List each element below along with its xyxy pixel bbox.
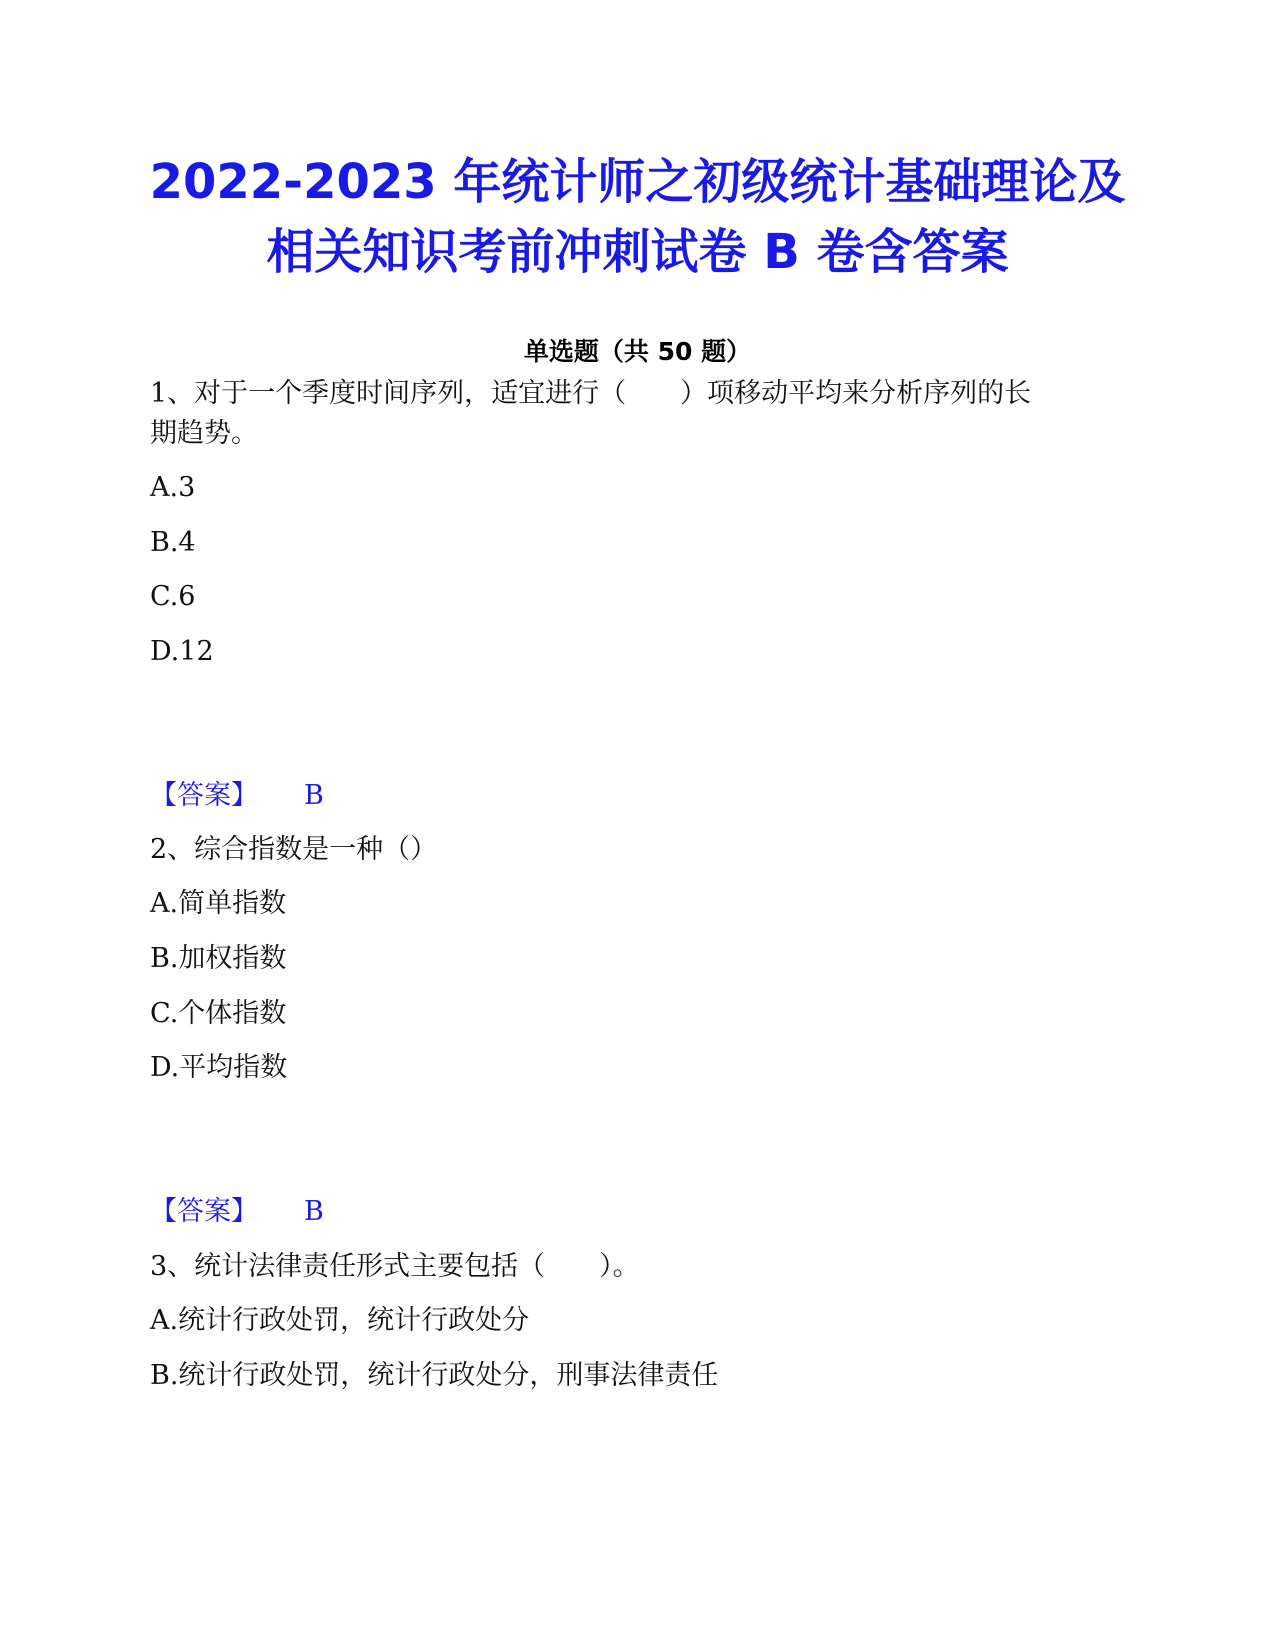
question-1-option-a: A.3 — [150, 472, 196, 503]
question-1-option-c: C.6 — [150, 581, 196, 612]
question-2-option-b: B.加权指数 — [150, 943, 287, 974]
question-2-option-c: C.个体指数 — [150, 998, 287, 1029]
question-1-stem-line1: 1、对于一个季度时间序列，适宜进行（ ）项移动平均来分析序列的长 — [150, 378, 1032, 409]
answer-label: 【答案】 — [150, 780, 258, 811]
question-3-option-b: B.统计行政处罚，统计行政处分，刑事法律责任 — [150, 1360, 719, 1391]
question-2-stem: 2、综合指数是一种（） — [150, 834, 438, 865]
question-2-option-a: A.简单指数 — [150, 888, 287, 919]
doc-title-line2: 相关知识考前冲刺试卷 B 卷含答案 — [266, 224, 1009, 280]
question-2-answer — [150, 1192, 324, 1232]
section-heading: 单选题（共 50 题） — [523, 337, 752, 366]
question-1-stem-line2: 期趋势。 — [150, 418, 258, 449]
question-3-option-a: A.统计行政处罚，统计行政处分 — [150, 1305, 530, 1336]
question-2-option-d: D.平均指数 — [150, 1052, 288, 1083]
doc-title-line1: 2022-2023 年统计师之初级统计基础理论及 — [149, 154, 1126, 210]
answer-value: B — [304, 1196, 324, 1227]
answer-label: 【答案】 — [150, 1196, 258, 1227]
question-1-answer — [150, 776, 324, 816]
question-1-option-d: D.12 — [150, 636, 214, 667]
question-1-option-b: B.4 — [150, 527, 196, 558]
question-3-stem: 3、统计法律责任形式主要包括（ ）。 — [150, 1251, 640, 1282]
answer-value: B — [304, 780, 324, 811]
